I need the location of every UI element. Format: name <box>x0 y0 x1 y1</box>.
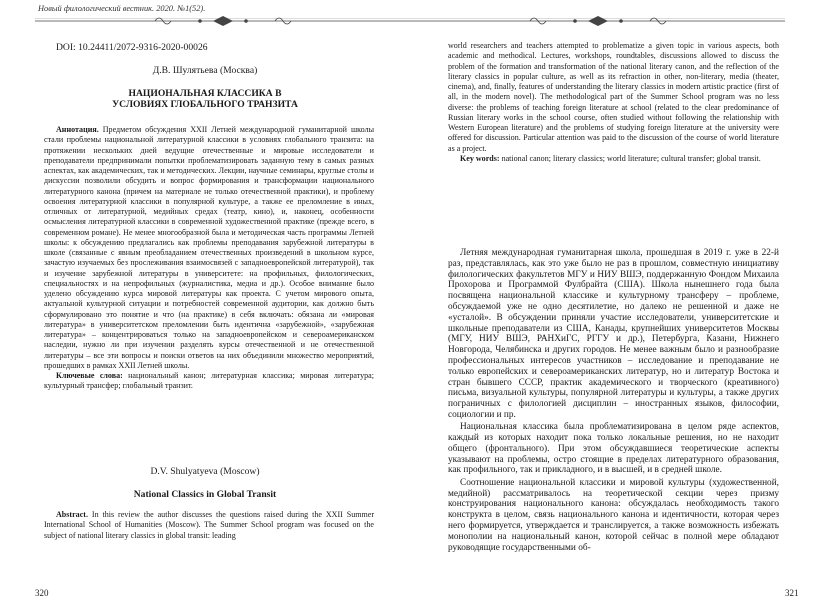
abstract-text: Предметом обсуждения XXII Летней международной гуманитарной школы стали проблемы национальной литературной классики в условиях глобального транзита: на протяжении нескольких дней ведущие отечественные и мировые исследователи и преподаватели предпринимали попытки проблематизировать заданную тему в самых разных аспектах, как академических, так и методических. Лекции, научные семинары, круглые столы и дискуссии позволили обсудить и вопрос формирования и трансформации национального литературного канона (причем на материале не только отечественной практики), и проблему освоения литературной классики в популярной культуре, а также ее преломление в иных, отличных от литературной, медийных средах (театр, кино), и, наконец, особенности осмысления литературной классики в современной художественной практике (прежде всего, в современном романе). Не менее многообразной была и методическая часть программы Летней школы: к обсуждению предлагались как проблемы преподавания зарубежной литературы в школе (связанные с явным преобладанием отечественных произведений в школьном курсе, зачастую изучаемых без прослеживания взаимосвязей с западноевропейской литературой), так и изучение зарубежной литературы в университете: на профильных, филологических, специальностях и на непрофильных (журналистика, медиа и др.). Особое внимание было уделено обсуждению курса мировой литературы как проекта. С учетом мирового опыта, актуальной культурной ситуации и потребностей современной аудитории, как должно быть сформулировано это понятие и что (на практике) в себя включать: обязана ли «мировая литература» в университетском преломлении быть идентична «зарубежной», «зарубежная литература» – концентрироваться только на западноевропейском и североамериканском наследии, нужно ли при изучении разделять курсы отечественной и не отечественной литературы – все эти вопросы и поиски ответов на них объединили множество мероприятий, прошедших в рамках XXII Летней школы. <box>44 125 374 370</box>
author-ru: Д.В. Шулятьева (Москва) <box>152 65 258 76</box>
abstract-en-text: In this review the author discusses the questions raised during the XXII Summer International School of Humanities (Moscow). The Summer School program was focused on the subject of national literary classics in global transit: leading <box>44 510 374 540</box>
title-line-2: УСЛОВИЯХ ГЛОБАЛЬНОГО ТРАНЗИТА <box>112 99 298 110</box>
body-paragraph-1: Летняя международная гуманитарная школа, прошедшая в 2019 г. уже в 22-й раз, представлялась, как это уже было не раз в прошлом, совместную инициативу филологических факультетов МГУ и НИУ ВШЭ, поддержанную Фондом Михаила Прохорова и Программой Фулбрайта (США). Школа нынешнего года была посвящена национальной классике и культурному трансферу – проблеме, обсуждаемой уже не одно десятилетие, но далеко не решенной и даже не «усталой». В обсуждении приняли участие исследователи, университетские и школьные преподаватели из США, Канады, крупнейших университетов Москвы (МГУ, НИУ ВШЭ, РАНХиГС, РГГУ и др.), Петербурга, Казани, Нижнего Новгорода, Челябинска и других городов. Не менее важным было и разнообразие профессиональных интересов участников – исследование и преподавание не только европейских и североамериканских литератур, но и литератур Востока и стран бывшего СССР, практик академического и творческого (креативного) письма, визуальной культуры, популярной литературы и культуры, а также других пограничных с филологией дисциплин – иностранных языков, философии, социологии и пр. <box>448 248 779 420</box>
body-paragraph-2: Национальная классика была проблематизирована в целом ряде аспектов, каждый из которых находит пока только локальные решения, но не находит общего (фронтального). При этом обсуждавшиеся теоретические аспекты указывают на проблемы, остро стоящие в пределах литературного образования, как профильного, так и прикладного, и в высшей, и в средней школе. <box>448 422 779 476</box>
abstract-en-paragraph <box>44 510 374 541</box>
author-en: D.V. Shulyatyeva (Moscow) <box>150 466 260 477</box>
abstract-en-continued <box>448 41 779 164</box>
article-body <box>448 248 779 555</box>
abstract-paragraph <box>44 125 374 371</box>
body-paragraph-3: Соотношение национальной классики и мировой культуры (художественной, медийной) рассматривалось на теоретической секции через призму конструирования национального канона: обсуждалась необходимость такого конструкта в целом, связь национального канона и идентичности, которая через него формируется, утверждается и транслируется, а также возможность избежать монополии на национальный канон, которой сейчас в полной мере обладают руководящие государственными об- <box>448 477 779 553</box>
abstract-en-label: Abstract. <box>56 510 88 519</box>
abstract-en-continued-text: world researchers and teachers attempted to problematize a given topic in various aspects, both academic and methodical. Lectures, workshops, roundtables, discussions allowed to discuss the problem of the formation and transformation of the national literary canon, and the reflection of the literary classics in popular culture, as well as its refraction in other, non-literary, media (theater, cinema), and, finally, features of understanding the literary classics in modern artistic practice (first of all, in the modern novel). The methodological part of the Summer School program was no less diverse: the problems of teaching foreign literature at school (related to the clear predominance of Russian literary works in the school course, often studied without following the relationship with Western European literature) and the problems of studying foreign literature at the university were offered for discussion. Particular attention was paid to the discussion of the course of world literature as a project. <box>448 41 779 153</box>
keywords-en-label: Key words: <box>460 153 500 163</box>
article-title-en: National Classics in Global Transit <box>133 489 277 500</box>
title-line-1: НАЦИОНАЛЬНАЯ КЛАССИКА В <box>128 88 282 99</box>
running-header: Новый филологический вестник. 2020. №1(52). <box>38 4 206 13</box>
page-number-right: 321 <box>785 588 799 598</box>
page-number-left: 320 <box>35 588 49 598</box>
right-header-ornament <box>410 14 785 28</box>
keywords-text: национальный канон; литературная классика; мировая литература; культурный трансфер; глобальный транзит. <box>44 371 374 391</box>
keywords-label: Ключевые слова: <box>56 371 123 380</box>
keywords-en-text: national canon; literary classics; world literature; cultural transfer; global transit. <box>499 153 761 163</box>
keywords-en <box>448 154 779 164</box>
abstract-label: Аннотация. <box>56 125 99 134</box>
keywords-ru <box>44 371 374 392</box>
abstract-en <box>44 510 374 541</box>
left-header-ornament <box>35 14 410 28</box>
abstract-ru <box>44 125 374 392</box>
doi: DOI: 10.24411/2072-9316-2020-00026 <box>56 42 208 53</box>
article-title-ru <box>0 88 410 110</box>
